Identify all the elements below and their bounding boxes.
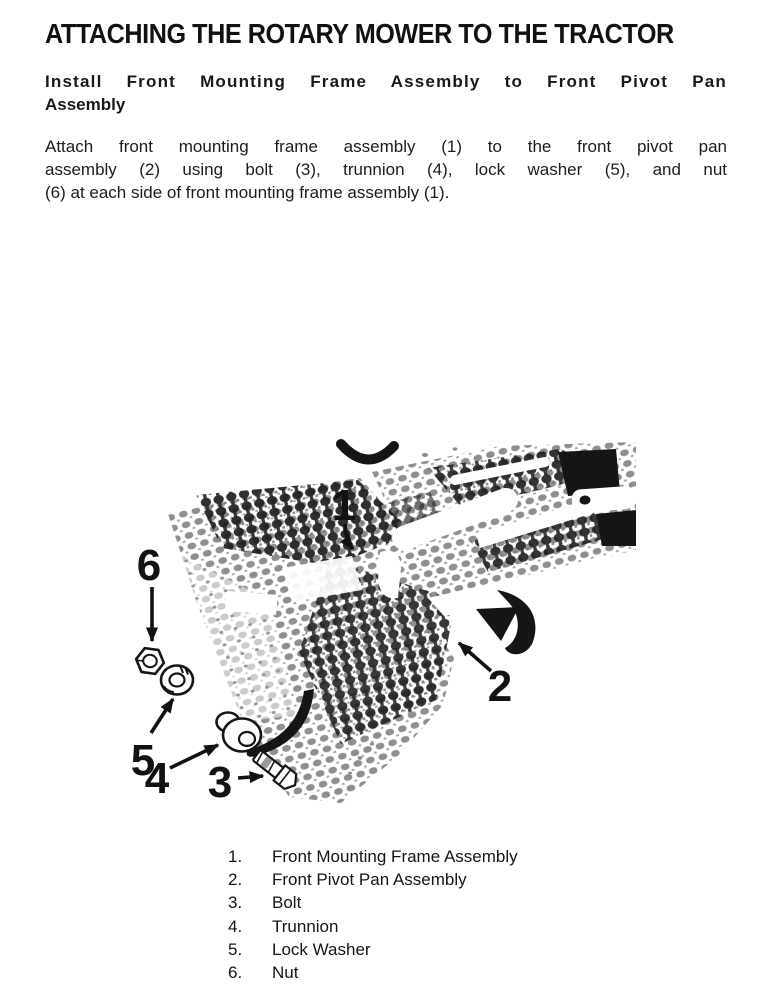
callout-6: 6	[136, 541, 162, 590]
legend-label: Nut	[272, 963, 299, 983]
callout-4: 4	[144, 754, 170, 803]
legend-label: Bolt	[272, 893, 302, 913]
paragraph-line-2: assembly (2) using bolt (3), trunnion (4), lock washer (5), and nut	[45, 160, 727, 179]
lock-washer-drawing	[161, 666, 193, 695]
callout-5: 5	[130, 736, 156, 785]
subtitle-line-2: Assembly	[45, 95, 126, 114]
legend-item-5	[228, 938, 518, 961]
page-title: ATTACHING THE ROTARY MOWER TO THE TRACTOR	[45, 18, 674, 49]
nut-drawing	[134, 647, 165, 675]
nut-facet-line	[137, 660, 143, 661]
legend-label: Lock Washer	[272, 939, 371, 959]
callout-3: 3	[207, 758, 233, 807]
legend-item-2	[228, 868, 518, 891]
legend-label: Front Pivot Pan Assembly	[272, 870, 467, 890]
legend-number: 6.	[228, 963, 243, 983]
callout-5-arrow	[151, 699, 173, 733]
subtitle-line-1: Install Front Mounting Frame Assembly to Front Pivot Pan	[45, 72, 727, 91]
pan-black-triangle	[476, 607, 519, 641]
paragraph-line-3: (6) at each side of front mounting frame assembly (1).	[45, 183, 450, 202]
callout-2: 2	[487, 662, 513, 711]
callout-2-arrow	[459, 643, 491, 671]
legend-item-3	[228, 891, 518, 914]
callout-3-arrow	[238, 776, 263, 778]
legend-item-4	[228, 915, 518, 938]
legend-item-6	[228, 961, 518, 984]
pan-black-patch	[596, 510, 636, 546]
parts-legend	[228, 845, 518, 984]
washer-inner	[170, 674, 185, 687]
nut-bore	[142, 654, 157, 668]
hitch-crescent	[341, 444, 394, 460]
frame-white-slot	[225, 591, 278, 615]
legend-number: 3.	[228, 893, 243, 913]
bracket-tab	[571, 486, 634, 513]
paragraph-line-1: Attach front mounting frame assembly (1) to the front pivot pan	[45, 137, 727, 156]
legend-label: Trunnion	[272, 916, 339, 936]
legend-number: 1.	[228, 847, 243, 866]
legend-number: 2.	[228, 870, 243, 890]
legend-number: 5.	[228, 939, 243, 959]
legend-label: Front Mounting Frame Assembly	[272, 847, 518, 866]
legend-item-1	[228, 845, 518, 868]
legend-number: 4.	[228, 916, 243, 936]
callout-1: 1	[331, 481, 357, 530]
